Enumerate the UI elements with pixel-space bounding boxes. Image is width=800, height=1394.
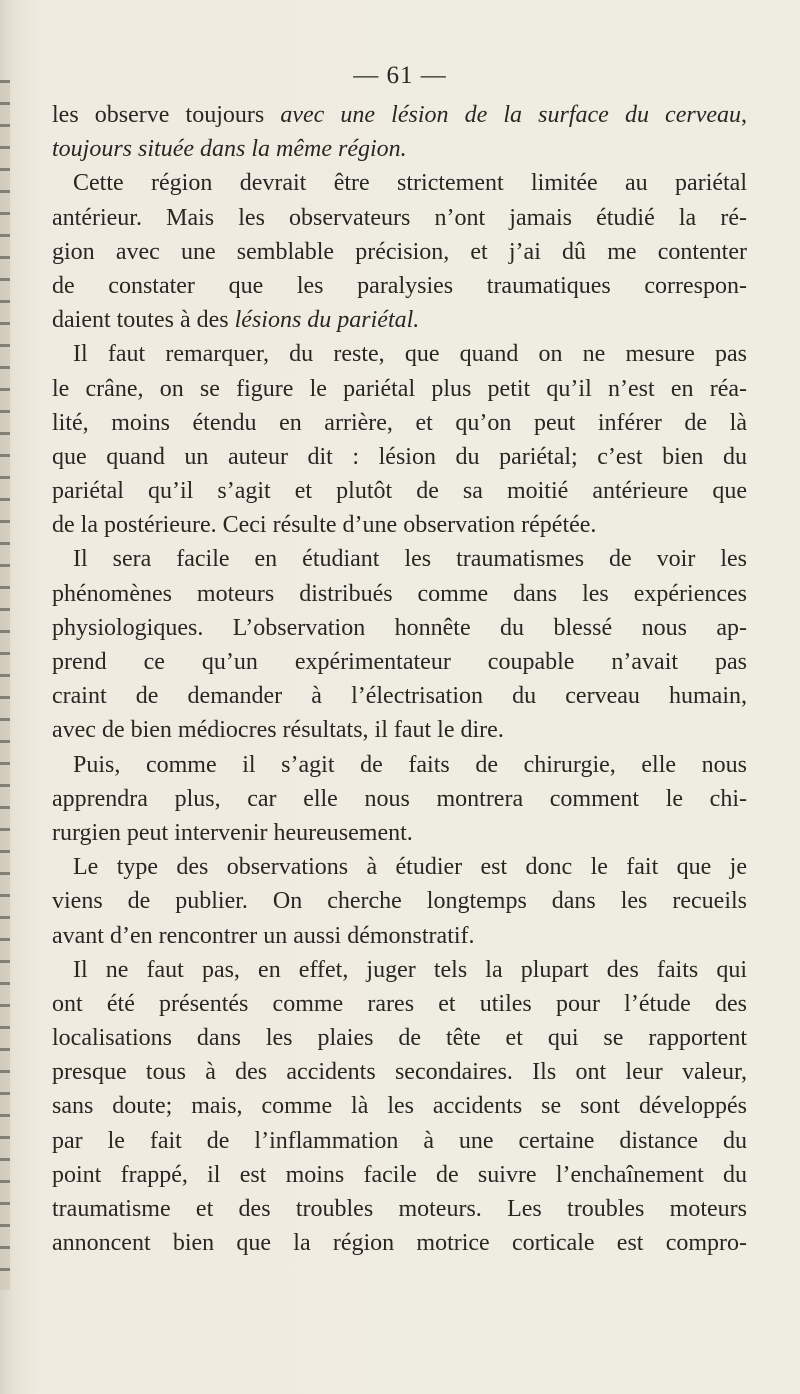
text-line <box>52 269 747 303</box>
text-line <box>52 577 747 611</box>
text-line <box>52 98 747 132</box>
text-segment: sans doute; mais, comme là les accidents se sont développés <box>52 1093 747 1120</box>
text-line <box>52 337 747 371</box>
text-segment: Puis, comme il s’agit de faits de chirurgie, elle nous <box>73 751 747 778</box>
text-segment: traumatisme et des troubles moteurs. Les troubles moteurs <box>52 1196 747 1222</box>
text-line <box>52 440 747 474</box>
text-segment: prend ce qu’un expérimentateur coupable n’avait pas <box>52 649 747 675</box>
text-line <box>52 782 747 816</box>
italic-text: lésions du pariétal. <box>234 307 420 334</box>
text-segment: Le type des observations à étudier est donc le fait que je <box>73 854 747 881</box>
text-segment: avant d’en rencontrer un aussi démonstratif. <box>52 922 475 949</box>
text-segment: phénomènes moteurs distribués comme dans les expériences <box>52 580 747 607</box>
text-segment: de la postérieure. Ceci résulte d’une observation répétée. <box>52 512 597 539</box>
text-segment: Il faut remarquer, du reste, que quand on ne mesure pas <box>73 341 747 368</box>
text-line <box>52 235 747 269</box>
text-segment: lité, moins étendu en arrière, et qu’on peut inférer de là <box>52 409 747 436</box>
text-segment: point frappé, il est moins facile de suivre l’enchaînement du <box>52 1161 747 1188</box>
text-segment: ont été présentés comme rares et utiles pour l’étude des <box>52 990 747 1017</box>
text-segment: daient toutes à des <box>52 307 235 334</box>
text-line <box>52 201 747 235</box>
page-number: — 61 — <box>353 62 447 89</box>
text-line <box>52 1089 747 1123</box>
text-line <box>52 953 747 987</box>
text-segment: antérieur. Mais les observateurs n’ont jamais étudié la ré- <box>52 204 747 231</box>
text-line <box>52 713 747 747</box>
text-line <box>52 406 747 440</box>
text-line <box>52 850 747 884</box>
text-segment: localisations dans les plaies de tête et qui se rapportent <box>52 1025 747 1052</box>
text-line <box>52 987 747 1021</box>
text-line <box>52 748 747 782</box>
text-line <box>52 542 747 576</box>
text-segment: les observe toujours <box>52 102 281 128</box>
text-segment: gion avec une semblable précision, et j’ai dû me contenter <box>52 238 747 265</box>
text-segment: Il sera facile en étudiant les traumatismes de voir les <box>73 546 747 573</box>
text-line <box>52 132 747 166</box>
text-segment: presque tous à des accidents secondaires. Ils ont leur valeur, <box>52 1059 747 1086</box>
text-segment: que quand un auteur dit : lésion du pariétal; c’est bien du <box>52 443 747 470</box>
text-line <box>52 1192 747 1226</box>
text-segment: annoncent bien que la région motrice corticale est compro- <box>52 1230 747 1257</box>
text-segment: apprendra plus, car elle nous montrera comment le chi- <box>52 785 747 812</box>
text-line <box>52 816 747 850</box>
text-segment: viens de publier. On cherche longtemps dans les recueils <box>52 888 747 915</box>
text-segment: pariétal qu’il s’agit et plutôt de sa moitié antérieure que <box>52 478 747 505</box>
text-line <box>52 508 747 542</box>
text-line <box>52 372 747 406</box>
text-line <box>52 1158 747 1192</box>
text-line <box>52 1226 747 1260</box>
text-line <box>52 1124 747 1158</box>
italic-text: avec une lésion de la surface du cerveau <box>280 102 742 128</box>
text-segment: par le fait de l’inflammation à une certaine distance du <box>52 1127 747 1154</box>
text-line <box>52 166 747 200</box>
text-segment: Il ne faut pas, en effet, juger tels la plupart des faits qui <box>73 956 747 983</box>
binding-edge <box>0 80 10 1290</box>
text-line <box>52 1021 747 1055</box>
text-segment: rurgien peut intervenir heureusement. <box>52 819 413 846</box>
text-line <box>52 1055 747 1089</box>
text-segment: Cette région devrait être strictement limitée au pariétal <box>73 170 747 197</box>
text-line <box>52 303 747 337</box>
text-segment: de constater que les paralysies traumatiques correspon- <box>52 272 747 299</box>
text-line <box>52 679 747 713</box>
text-segment: , <box>741 102 748 128</box>
text-line <box>52 611 747 645</box>
text-line <box>52 474 747 508</box>
body-text <box>52 98 747 1260</box>
text-line <box>52 645 747 679</box>
text-segment: physiologiques. L’observation honnête du blessé nous ap- <box>52 614 747 641</box>
italic-text: toujours située dans la même région. <box>52 136 407 163</box>
text-segment: avec de bien médiocres résultats, il faut le dire. <box>52 717 504 744</box>
text-segment: craint de demander à l’électrisation du cerveau humain, <box>52 683 747 710</box>
text-line <box>52 919 747 953</box>
text-line <box>52 884 747 918</box>
text-segment: le crâne, on se figure le pariétal plus petit qu’il n’est en réa- <box>52 375 747 402</box>
